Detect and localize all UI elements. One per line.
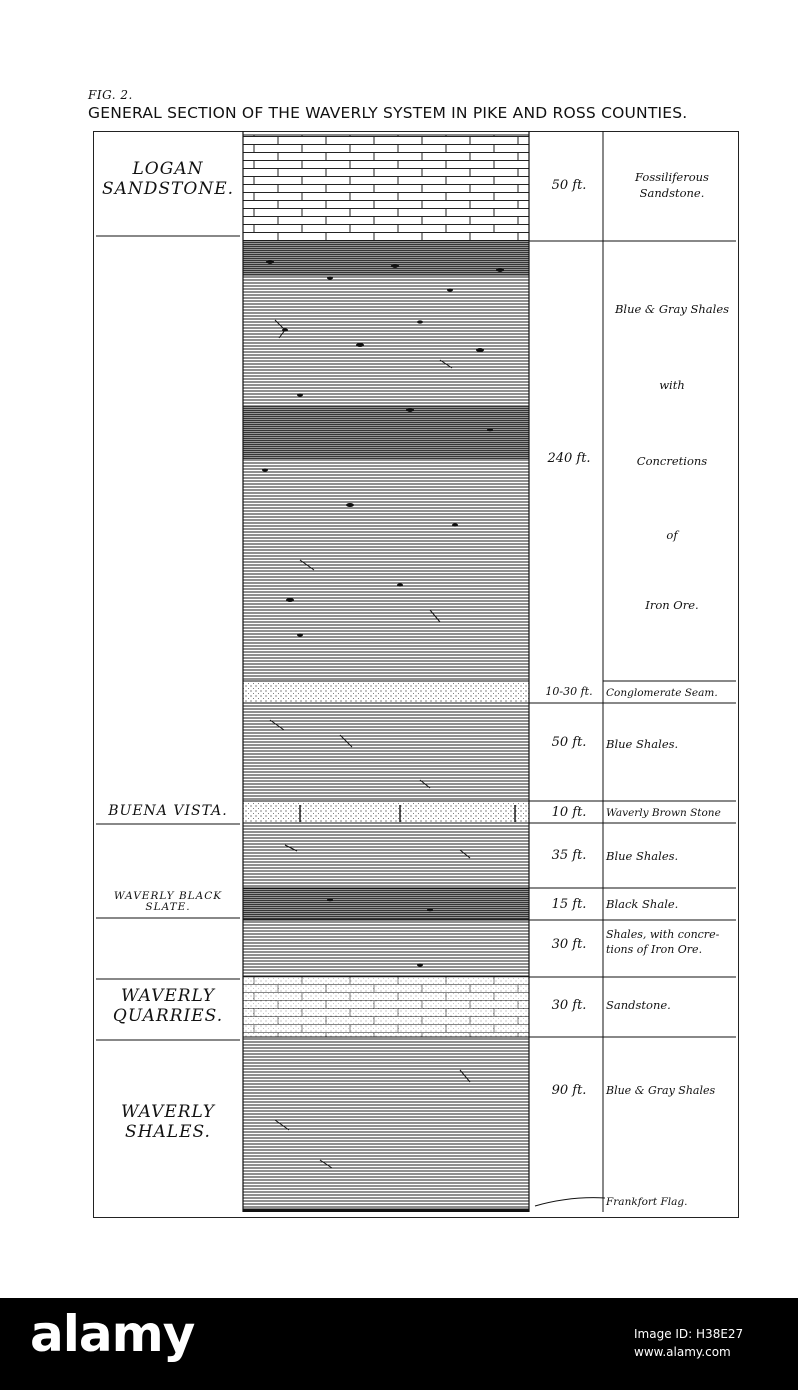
- layer-waverly-shales-base: [243, 1209, 529, 1212]
- description-line-sandstone: Sandstone.: [639, 185, 705, 200]
- layer-waverly-sandstone-bricks: [243, 977, 529, 1037]
- thickness-blue-shales-1: 50 ft.: [551, 735, 587, 750]
- formation-waverly-black-slate: [96, 891, 240, 913]
- layer-blue-shales-2: [243, 823, 529, 888]
- formation-quarries-line-1: WAVERLY: [121, 986, 215, 1006]
- formation-shales-line-2: SHALES.: [125, 1121, 211, 1142]
- description-concretions-line-1: Shales, with concre-: [606, 928, 720, 941]
- figure-label: FIG. 2.: [88, 88, 133, 102]
- description-shales-line-1: Blue & Gray Shales: [614, 302, 730, 316]
- formation-logan-line-1: LOGAN: [132, 159, 204, 179]
- layer-shales-with-concretions: [243, 920, 529, 977]
- thickness-conglomerate: 10-30 ft.: [545, 685, 593, 698]
- formation-quarries-line-2: QUARRIES.: [112, 1005, 224, 1026]
- layer-black-shale: [243, 888, 529, 920]
- layer-blue-gray-shales: [243, 241, 529, 681]
- description-shales-line-3: Concretions: [636, 454, 708, 468]
- description-waverly-brown-stone: Waverly Brown Stone: [606, 807, 721, 819]
- formation-logan-line-2: SANDSTONE.: [101, 178, 235, 199]
- formation-waverly-quarries: [96, 987, 240, 1026]
- description-shales-line-2: with: [659, 378, 685, 392]
- thickness-blue-shales-2: 35 ft.: [551, 848, 587, 863]
- name-column-boundaries: [96, 236, 240, 1040]
- formation-buena-vista: BUENA VISTA.: [108, 803, 228, 819]
- layer-logan-sandstone: [243, 135, 529, 241]
- description-black-shale: Black Shale.: [606, 897, 679, 911]
- layer-blue-shales-1: [243, 703, 529, 801]
- thickness-blue-gray-shales: 240 ft.: [547, 451, 591, 466]
- layer-blue-gray-shales-dark-band-2: [243, 405, 529, 460]
- description-frankfort-flag: Frankfort Flag.: [606, 1196, 688, 1208]
- formation-waverly-shales: [96, 1103, 240, 1142]
- figure-title: GENERAL SECTION OF THE WAVERLY SYSTEM IN PIKE AND ROSS COUNTIES.: [88, 104, 688, 122]
- watermark-image-id: Image ID: H38E27: [634, 1327, 744, 1341]
- description-blue-shales-1: Blue Shales.: [606, 737, 679, 751]
- description-shales-line-4: of: [666, 528, 678, 542]
- layer-waverly-brown-stone: [243, 801, 529, 823]
- formation-shales-line-1: WAVERLY: [121, 1102, 215, 1122]
- description-blue-shales-2: Blue Shales.: [606, 849, 679, 863]
- thickness-brown-stone: 10 ft.: [551, 805, 587, 820]
- description-line-fossiliferous: Fossiliferous: [635, 170, 709, 184]
- thickness-shales-concretions: 30 ft.: [551, 937, 587, 952]
- formation-black-line-1: WAVERLY BLACK: [113, 890, 223, 902]
- watermark-site: www.alamy.com: [634, 1345, 731, 1359]
- thickness-waverly-shales: 90 ft.: [551, 1083, 587, 1098]
- description-conglomerate-seam: Conglomerate Seam.: [606, 687, 718, 699]
- layer-conglomerate-seam: [243, 681, 529, 703]
- formation-logan-sandstone: [96, 160, 240, 199]
- thickness-logan: 50 ft.: [551, 178, 587, 193]
- description-concretions-line-2: tions of Iron Ore.: [606, 942, 703, 956]
- description-fossiliferous-sandstone: [606, 170, 738, 201]
- watermark-logo: alamy: [30, 1305, 195, 1363]
- thickness-sandstone: 30 ft.: [551, 998, 587, 1013]
- thickness-black-shale: 15 ft.: [551, 897, 587, 912]
- layer-blue-gray-shales-dark-band-1: [243, 241, 529, 276]
- description-sandstone: Sandstone.: [606, 998, 671, 1012]
- description-waverly-shales: Blue & Gray Shales: [606, 1084, 716, 1097]
- description-shales-line-5: Iron Ore.: [645, 598, 699, 612]
- description-shales-concretions: [606, 928, 738, 958]
- layer-waverly-shales: [243, 1037, 529, 1209]
- formation-black-line-2: SLATE.: [145, 901, 191, 914]
